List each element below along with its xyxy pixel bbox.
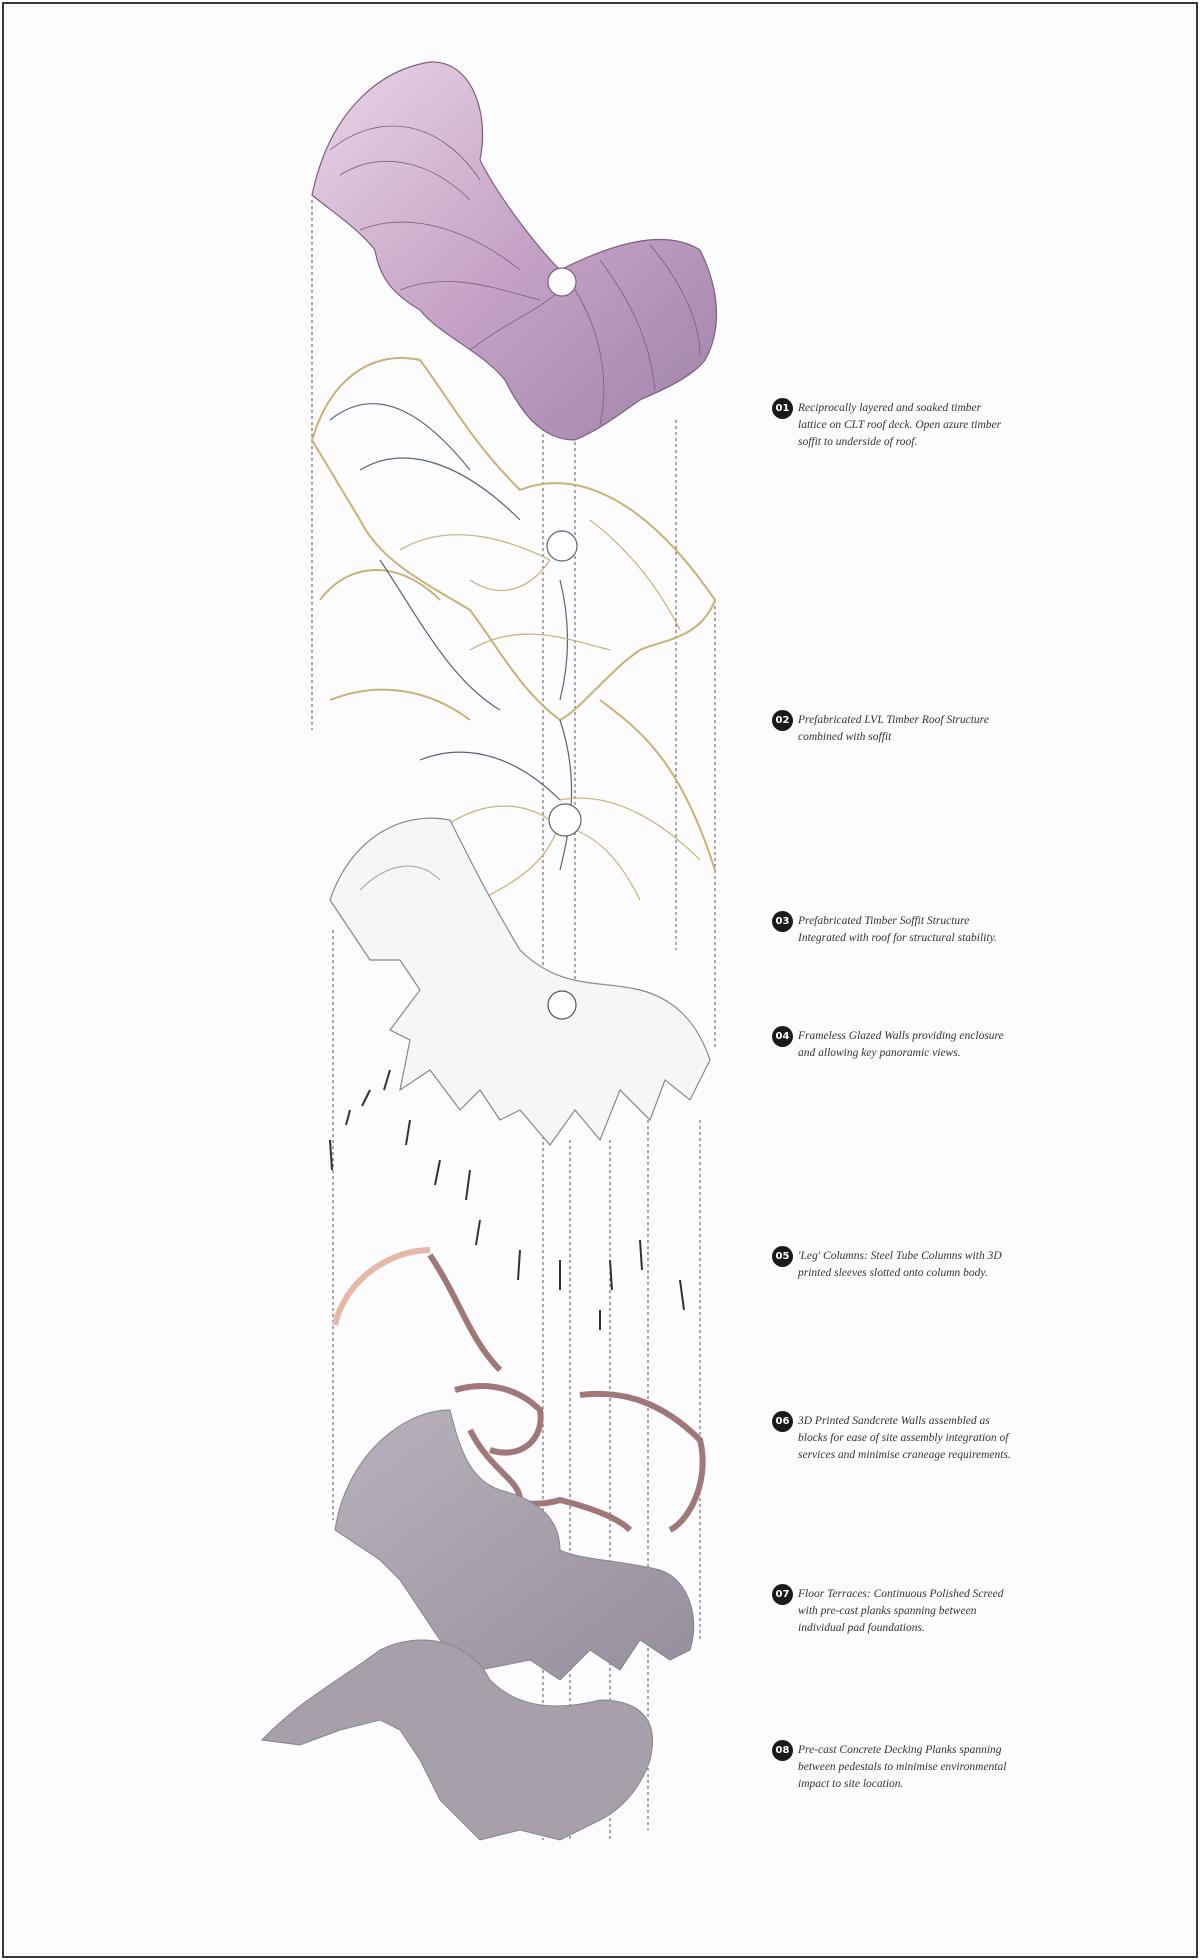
note-number: 05 bbox=[772, 1246, 793, 1267]
note-text: 3D Printed Sandcrete Walls assembled as blocks for ease of site assembly integration of services and minimise craneage requirements. bbox=[798, 1415, 1011, 1461]
note-06 bbox=[772, 1413, 1012, 1464]
glazed-walls bbox=[330, 818, 710, 1145]
note-05 bbox=[772, 1248, 1012, 1282]
note-01 bbox=[772, 400, 1012, 451]
note-04 bbox=[772, 1028, 1012, 1062]
note-number: 04 bbox=[772, 1026, 793, 1047]
note-number: 07 bbox=[772, 1584, 793, 1605]
note-03 bbox=[772, 913, 1012, 947]
note-text: Pre-cast Concrete Decking Planks spanning between pedestals to minimise environmental impact to site location. bbox=[798, 1744, 1007, 1790]
note-text: Frameless Glazed Walls providing enclosure and allowing key panoramic views. bbox=[798, 1030, 1004, 1059]
note-text: Reciprocally layered and soaked timber lattice on CLT roof deck. Open azure timber soffit to underside of roof. bbox=[798, 402, 1002, 448]
note-07 bbox=[772, 1586, 1012, 1637]
note-number: 03 bbox=[772, 911, 793, 932]
note-text: Prefabricated LVL Timber Roof Structure combined with soffit bbox=[798, 714, 989, 743]
note-02 bbox=[772, 712, 1012, 746]
note-number: 06 bbox=[772, 1411, 793, 1432]
note-number: 02 bbox=[772, 710, 793, 731]
note-number: 01 bbox=[772, 398, 793, 419]
roof-layer bbox=[312, 62, 716, 440]
timber-roof-structure bbox=[312, 358, 715, 900]
note-08 bbox=[772, 1742, 1012, 1793]
decking-planks bbox=[262, 1640, 653, 1840]
note-text: Prefabricated Timber Soffit Structure Integrated with roof for structural stability. bbox=[798, 915, 997, 944]
note-text: 'Leg' Columns: Steel Tube Columns with 3D printed sleeves slotted onto column body. bbox=[798, 1250, 1002, 1279]
note-text: Floor Terraces: Continuous Polished Screed with pre-cast planks spanning between individual pad foundations. bbox=[798, 1588, 1004, 1634]
note-number: 08 bbox=[772, 1740, 793, 1761]
